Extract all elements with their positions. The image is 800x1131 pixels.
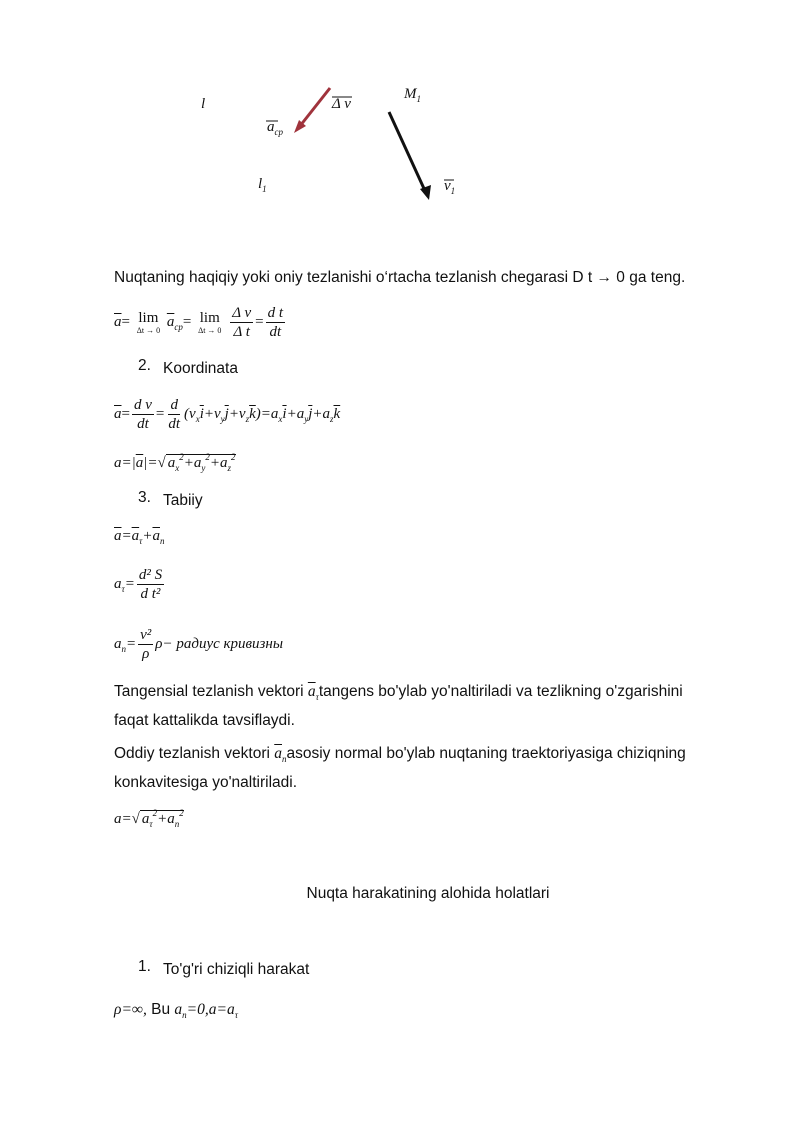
v1-arrow <box>389 112 426 193</box>
delta-v-arrow <box>300 88 330 126</box>
straight-motion-condition: ρ=∞, Bu $a_n=0,a=a_\tau$ <box>114 1001 238 1020</box>
list-item-straight-motion: To'g'ri chiziqli harakat <box>163 961 310 978</box>
label-v1: $v_1$ <box>444 178 456 196</box>
equation-total-magnitude: a=√ $a_\tau^2+a_n^2$ <box>114 808 184 829</box>
para-tangential: Tangensial tezlanish vektori $\overline{a}_\tau tangens$ bo'ylab yo'naltiriladi va tezlikning o'zgarishini faqat kattalikda tavsiflaydi. <box>114 683 683 729</box>
list-number-2: 2. <box>138 357 151 374</box>
label-l1: $l_1$ <box>258 176 267 194</box>
para-instant-acceleration: Nuqtaning haqiqiy yoki oniy tezlanishi o‘rtacha tezlanish chegarasi D t → 0 ga teng. <box>114 269 686 286</box>
para-normal: Oddiy tezlanish vektori $\overline{a}_nasosiy$ normal bo'ylab nuqtaning traektoriyasiga chiziqning konkavitesiga yo'naltiriladi. <box>114 745 686 791</box>
list-number-3: 3. <box>138 489 151 506</box>
vector-diagram <box>0 0 800 240</box>
section-heading: Nuqta harakatining alohida holatlari <box>306 885 550 902</box>
list-number-1: 1. <box>138 958 151 975</box>
v1-arrowhead <box>420 185 431 200</box>
label-delta-v: Δ v <box>332 96 351 112</box>
equation-limit: $\overline{a}=$ lim Δt → 0 $\overline{a}_{cp}=$ lim Δt → 0 $\frac{\text{Δ v}}{\text{Δ t}}$ = $\frac{\text{d t}}{dt}$ <box>114 305 284 340</box>
list-item-tabiiy: Tabiiy <box>163 492 203 509</box>
label-m1: $M_1$ <box>404 86 421 104</box>
equation-tangential: $a_\tau=$ $\frac{\text{d² S}}{\text{d t²}}$ <box>114 567 163 602</box>
label-acp: $a_{cp}$ <box>267 119 283 137</box>
equation-normal: $a_n=$ $\frac{\text{v²}}{\rho}$ ρ− радиус кривизны <box>114 627 283 662</box>
equation-coordinate: $\overline{a}=$ $\frac{\text{d v}}{dt}$ = $\frac{d}{dt}$ $(v_x\overline{i}+v_y\overline{j}+v_z\overline{k})=a_x\overline{i}+a_y\overline{j}+a_z\overline{k}$ <box>114 397 341 432</box>
list-item-koordinata: Koordinata <box>163 360 238 377</box>
label-l: l <box>201 96 206 112</box>
equation-natural-sum: $\overline{a}=\overline{a}_\tau+\overline{a}_n$ <box>114 528 165 546</box>
equation-magnitude: $a=|\overline{a}|=√$ $a_x^2+a_y^2+a_z^2$ <box>114 452 236 473</box>
